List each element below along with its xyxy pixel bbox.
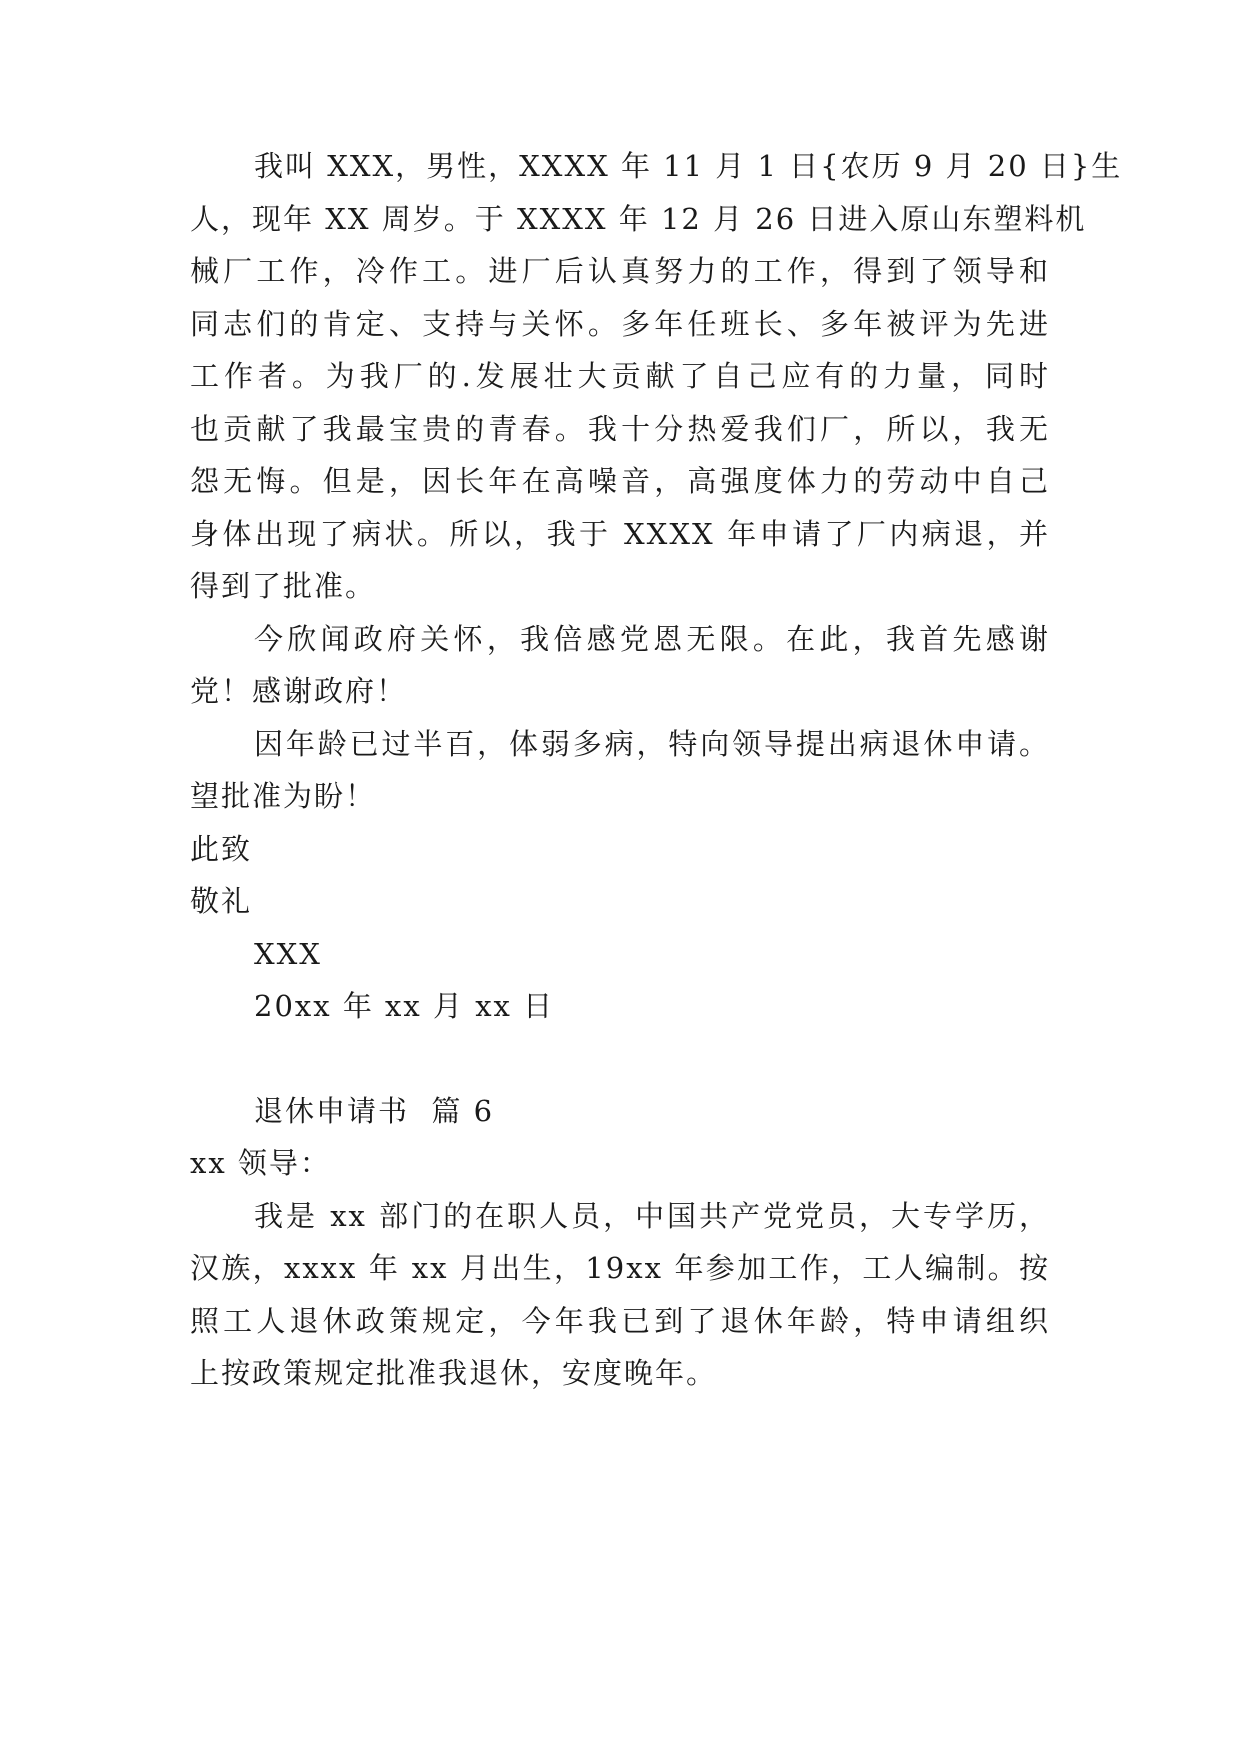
body-text-line: 照工人退休政策规定，今年我已到了退休年龄，特申请组织 [190, 1304, 1050, 1338]
body-text-line: 械厂工作，冷作工。进厂后认真努力的工作，得到了领导和 [190, 254, 1050, 288]
body-text-line: 同志们的肯定、支持与关怀。多年任班长、多年被评为先进 [190, 307, 1050, 341]
body-text-line: 今欣闻政府关怀，我倍感党恩无限。在此，我首先感谢 [254, 622, 1050, 656]
body-text-line: 得到了批准。 [190, 569, 377, 603]
body-text-line: 党！感谢政府！ [190, 674, 408, 708]
body-text-line: 汉族，xxxx 年 xx 月出生，19xx 年参加工作，工人编制。按 [190, 1251, 1050, 1285]
closing-line: 敬礼 [190, 884, 253, 918]
signature-date: 20xx 年 xx 月 xx 日 [254, 989, 555, 1023]
body-text-line: 工作者。为我厂的.发展壮大贡献了自己应有的力量，同时 [190, 359, 1050, 393]
salutation: xx 领导： [190, 1146, 331, 1180]
body-text-line: 我是 xx 部门的在职人员，中国共产党党员，大专学历， [254, 1199, 1050, 1233]
body-text-line: 我叫 XXX，男性，XXXX 年 11 月 1 日{农历 9 月 20 日}生 [254, 149, 1123, 183]
body-text-line: 怨无悔。但是，因长年在高噪音，高强度体力的劳动中自己 [190, 464, 1050, 498]
body-text-line: 身体出现了病状。所以，我于 XXXX 年申请了厂内病退，并 [190, 517, 1050, 551]
body-text-line: 也贡献了我最宝贵的青春。我十分热爱我们厂，所以，我无 [190, 412, 1050, 446]
closing-line: 此致 [190, 832, 253, 866]
signature: XXX [254, 937, 322, 971]
body-text-line: 望批准为盼！ [190, 779, 377, 813]
section-title: 退休申请书 篇 6 [254, 1094, 495, 1128]
body-text-line: 上按政策规定批准我退休，安度晚年。 [190, 1356, 718, 1390]
body-text-line: 因年龄已过半百，体弱多病，特向领导提出病退休申请。 [254, 727, 1050, 761]
body-text-line: 人，现年 XX 周岁。于 XXXX 年 12 月 26 日进入原山东塑料机 [190, 202, 1087, 236]
